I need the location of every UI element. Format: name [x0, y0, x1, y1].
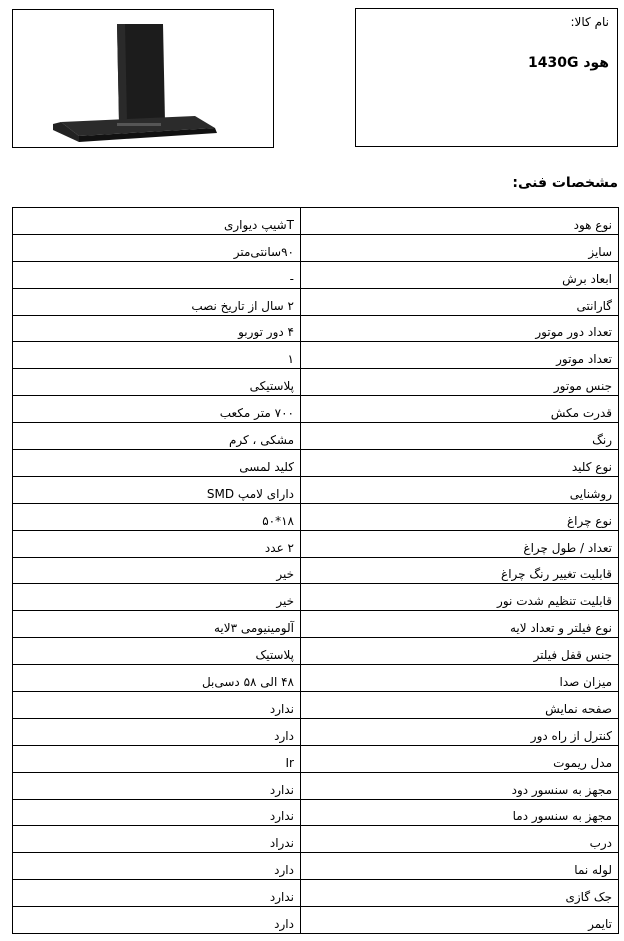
- spec-key: درب: [301, 826, 619, 853]
- spec-key: جنس قفل فیلتر: [301, 638, 619, 665]
- spec-key: صفحه نمایش: [301, 692, 619, 719]
- spec-value: ۱۸*۵۰: [13, 503, 301, 530]
- spec-value: پلاستیکی: [13, 369, 301, 396]
- spec-row: [13, 611, 619, 638]
- spec-key: قابلیت تغییر رنگ چراغ: [301, 557, 619, 584]
- spec-row: [13, 396, 619, 423]
- spec-row: [13, 261, 619, 288]
- spec-row: [13, 799, 619, 826]
- spec-value: Tشیپ دیواری: [13, 208, 301, 235]
- spec-key: ابعاد برش: [301, 261, 619, 288]
- spec-key: قابلیت تنظیم شدت نور: [301, 584, 619, 611]
- specs-table: [12, 207, 619, 934]
- spec-key: کنترل از راه دور: [301, 718, 619, 745]
- spec-key: نوع هود: [301, 208, 619, 235]
- spec-value: دارد: [13, 718, 301, 745]
- spec-row: [13, 288, 619, 315]
- spec-value: ۴۸ الی ۵۸ دسی‌بل: [13, 665, 301, 692]
- spec-row: [13, 476, 619, 503]
- spec-row: [13, 907, 619, 934]
- spec-row: [13, 692, 619, 719]
- spec-row: [13, 234, 619, 261]
- spec-key: تعداد / طول چراغ: [301, 530, 619, 557]
- spec-key: جک گازی: [301, 880, 619, 907]
- spec-value: خیر: [13, 557, 301, 584]
- product-name: هود 1430G: [527, 55, 609, 71]
- range-hood-image: [13, 10, 275, 149]
- spec-key: لوله نما: [301, 853, 619, 880]
- product-name-box: [355, 8, 618, 147]
- spec-key: جنس موتور: [301, 369, 619, 396]
- spec-value: مشکی ، کرم: [13, 423, 301, 450]
- spec-key: روشنایی: [301, 476, 619, 503]
- spec-value: خیر: [13, 584, 301, 611]
- spec-value: Ir: [13, 745, 301, 772]
- spec-value: ۹۰سانتی‌متر: [13, 234, 301, 261]
- spec-row: [13, 315, 619, 342]
- spec-value: دارد: [13, 907, 301, 934]
- spec-key: میزان صدا: [301, 665, 619, 692]
- spec-row: [13, 584, 619, 611]
- spec-value: ندارد: [13, 692, 301, 719]
- spec-key: گارانتی: [301, 288, 619, 315]
- spec-key: نوع کلید: [301, 450, 619, 477]
- spec-value: پلاستیک: [13, 638, 301, 665]
- spec-row: [13, 450, 619, 477]
- spec-key: سایز: [301, 234, 619, 261]
- spec-row: [13, 369, 619, 396]
- spec-row: [13, 503, 619, 530]
- spec-value: ۷۰۰ متر مکعب: [13, 396, 301, 423]
- spec-row: [13, 745, 619, 772]
- spec-row: [13, 423, 619, 450]
- spec-key: مجهز به سنسور دما: [301, 799, 619, 826]
- spec-row: [13, 826, 619, 853]
- product-name-label: نام کالا:: [570, 15, 609, 29]
- spec-row: [13, 880, 619, 907]
- spec-value: کلید لمسی: [13, 450, 301, 477]
- spec-value: آلومینیومی ۳لایه: [13, 611, 301, 638]
- spec-key: قدرت مکش: [301, 396, 619, 423]
- spec-value: ندارد: [13, 880, 301, 907]
- product-image-box: [12, 9, 274, 148]
- spec-value: ۱: [13, 342, 301, 369]
- spec-value: ندارد: [13, 799, 301, 826]
- spec-row: [13, 557, 619, 584]
- spec-key: مجهز به سنسور دود: [301, 772, 619, 799]
- spec-value: ۴ دور توربو: [13, 315, 301, 342]
- spec-key: مدل ریموت: [301, 745, 619, 772]
- spec-value: ندارد: [13, 772, 301, 799]
- spec-value: دارای لامپ SMD: [13, 476, 301, 503]
- spec-value: -: [13, 261, 301, 288]
- spec-row: [13, 208, 619, 235]
- spec-key: نوع فیلتر و تعداد لایه: [301, 611, 619, 638]
- spec-key: رنگ: [301, 423, 619, 450]
- spec-value: ۲ سال از تاریخ نصب: [13, 288, 301, 315]
- spec-row: [13, 853, 619, 880]
- specs-title: مشخصات فنی:: [512, 175, 618, 191]
- spec-value: ۲ عدد: [13, 530, 301, 557]
- spec-key: نوع چراغ: [301, 503, 619, 530]
- spec-row: [13, 638, 619, 665]
- spec-row: [13, 342, 619, 369]
- spec-row: [13, 718, 619, 745]
- spec-row: [13, 530, 619, 557]
- spec-value: ندراد: [13, 826, 301, 853]
- spec-key: تعداد موتور: [301, 342, 619, 369]
- spec-key: تعداد دور موتور: [301, 315, 619, 342]
- spec-key: تایمر: [301, 907, 619, 934]
- spec-row: [13, 665, 619, 692]
- spec-row: [13, 772, 619, 799]
- spec-value: دارد: [13, 853, 301, 880]
